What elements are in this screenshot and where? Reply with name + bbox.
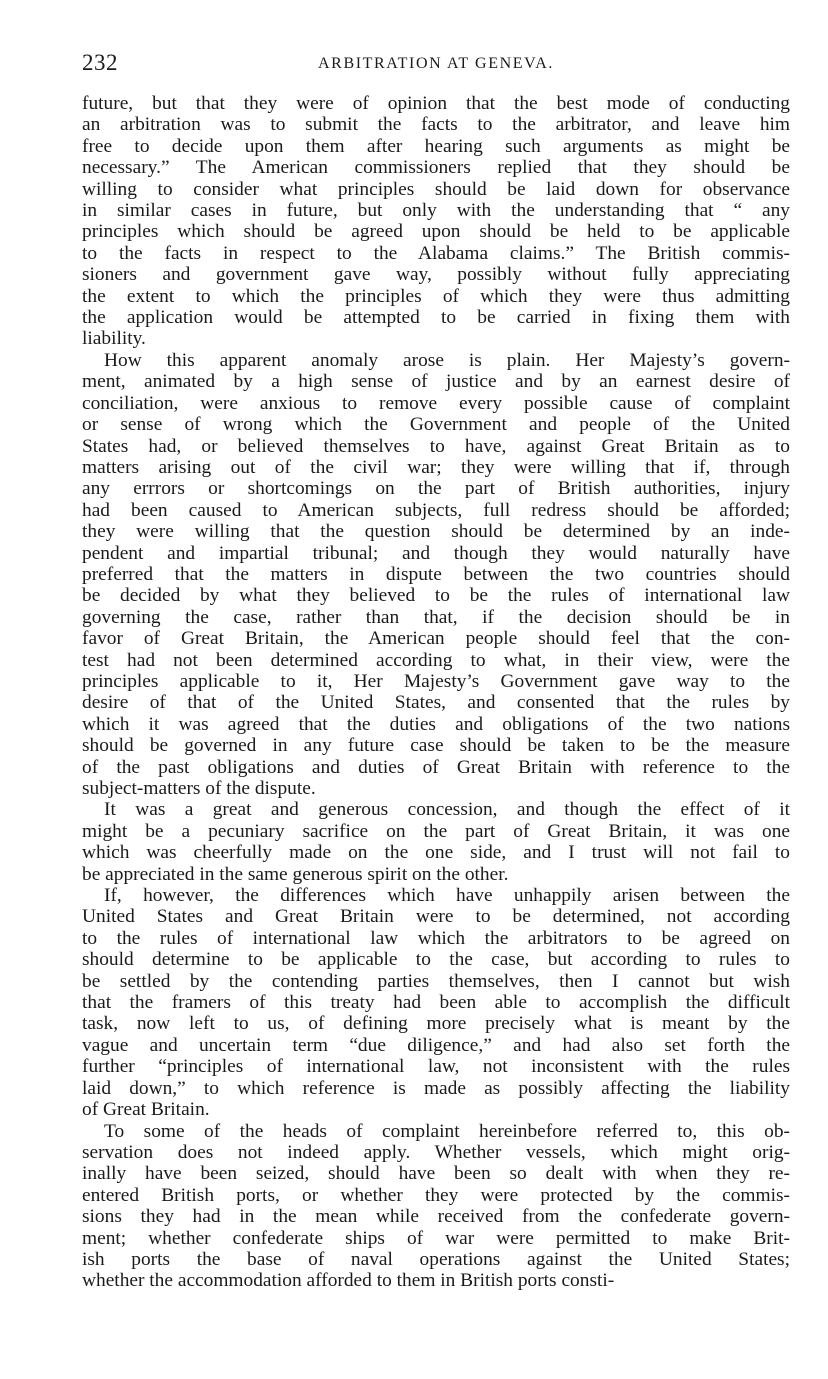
text-line: principles which should be agreed upon should be held to be applicable bbox=[82, 221, 790, 243]
text-line: which it was agreed that the duties and obligations of the two nations bbox=[82, 713, 790, 735]
text-line: subject-matters of the dispute. bbox=[82, 778, 316, 799]
text-line: matters arising out of the civil war; they were willing that if, through bbox=[82, 456, 790, 478]
text-line: be appreciated in the same generous spirit on the other. bbox=[82, 863, 509, 885]
text-line: should determine to be applicable to the case, but according to rules to bbox=[82, 949, 790, 971]
text-line: United States and Great Britain were to be determined, not according bbox=[82, 906, 790, 928]
text-line: ment; whether confederate ships of war were permitted to make Brit- bbox=[82, 1227, 790, 1249]
text-line: liability. bbox=[82, 328, 146, 350]
running-title: ARBITRATION AT GENEVA. bbox=[318, 55, 554, 72]
text-line: the application would be attempted to be carried in fixing them with bbox=[82, 307, 790, 329]
text-line: should be governed in any future case should be taken to be the measure bbox=[82, 735, 790, 757]
text-line: whether the accommodation afforded to them in British ports consti- bbox=[82, 1270, 615, 1292]
text-line: principles applicable to it, Her Majesty’s Government gave way to the bbox=[82, 670, 790, 692]
paragraph bbox=[82, 885, 790, 1120]
paragraph bbox=[82, 350, 790, 800]
text-line: favor of Great Britain, the American people should feel that the con- bbox=[82, 628, 790, 650]
text-line: entered British ports, or whether they were protected by the commis- bbox=[82, 1184, 790, 1206]
page-number: 232 bbox=[82, 50, 118, 75]
text-line: be decided by what they believed to be the rules of international law bbox=[82, 585, 790, 607]
text-line: How this apparent anomaly arose is plain. Her Majesty’s govern- bbox=[104, 349, 790, 371]
text-line: pendent and impartial tribunal; and though they would naturally have bbox=[82, 542, 790, 564]
text-line: or sense of wrong which the Government and people of the United bbox=[82, 414, 790, 436]
text-line: any errrors or shortcomings on the part of British authorities, injury bbox=[82, 478, 790, 500]
text-line: preferred that the matters in dispute between the two countries should bbox=[82, 563, 790, 585]
text-line: ment, animated by a high sense of justice and by an earnest desire of bbox=[82, 371, 790, 393]
text-line: of Great Britain. bbox=[82, 1099, 210, 1121]
text-line: desire of that of the United States, and consented that the rules by bbox=[82, 692, 790, 714]
text-line: willing to consider what principles should be laid down for observance bbox=[82, 178, 790, 200]
text-line: had been caused to American subjects, full redress should be afforded; bbox=[82, 499, 790, 521]
text-line: It was a great and generous concession, and though the effect of it bbox=[104, 799, 790, 821]
text-line: conciliation, were anxious to remove every possible cause of complaint bbox=[82, 392, 790, 414]
text-line: which was cheerfully made on the one side, and I trust will not fail to bbox=[82, 842, 790, 864]
text-line: that the framers of this treaty had been able to accomplish the difficult bbox=[82, 992, 790, 1014]
paragraph bbox=[82, 1121, 790, 1292]
text-line: States had, or believed themselves to have, against Great Britain as to bbox=[82, 435, 790, 457]
text-line: To some of the heads of complaint hereinbefore referred to, this ob- bbox=[104, 1120, 790, 1142]
text-line: servation does not indeed apply. Whether vessels, which might orig- bbox=[82, 1141, 790, 1163]
text-line: to the rules of international law which the arbitrators to be agreed on bbox=[82, 927, 790, 949]
text-line: vague and uncertain term “due diligence,” and had also set forth the bbox=[82, 1034, 790, 1056]
text-line: of the past obligations and duties of Great Britain with reference to the bbox=[82, 756, 790, 778]
text-line: further “principles of international law, not inconsistent with the rules bbox=[82, 1056, 790, 1078]
text-line: governing the case, rather than that, if the decision should be in bbox=[82, 606, 790, 628]
text-line: might be a pecuniary sacrifice on the part of Great Britain, it was one bbox=[82, 820, 790, 842]
text-line: If, however, the differences which have unhappily arisen between the bbox=[104, 885, 790, 907]
text-line: ish ports the base of naval operations against the United States; bbox=[82, 1248, 790, 1270]
text-line: sioners and government gave way, possibly without fully appreciating bbox=[82, 264, 790, 286]
text-line: in similar cases in future, but only with the understanding that “ any bbox=[82, 200, 790, 222]
text-line: inally have been seized, should have been so dealt with when they re- bbox=[82, 1163, 790, 1185]
text-line: the extent to which the principles of which they were thus admitting bbox=[82, 285, 790, 307]
text-line: task, now left to us, of defining more precisely what is meant by the bbox=[82, 1013, 790, 1035]
text-line: necessary.” The American commissioners replied that they should be bbox=[82, 157, 790, 179]
text-line: test had not been determined according to what, in their view, were the bbox=[82, 649, 790, 671]
body-text bbox=[82, 93, 790, 1292]
running-header bbox=[82, 50, 790, 80]
paragraph bbox=[82, 799, 790, 885]
text-line: sions they had in the mean while received from the confederate govern- bbox=[82, 1206, 790, 1228]
text-line: they were willing that the question should be determined by an inde- bbox=[82, 521, 790, 543]
text-line: future, but that they were of opinion that the best mode of conducting bbox=[82, 93, 790, 114]
text-line: to the facts in respect to the Alabama claims.” The British commis- bbox=[82, 242, 790, 264]
text-line: an arbitration was to submit the facts to the arbitrator, and leave him bbox=[82, 114, 790, 136]
text-line: free to decide upon them after hearing such arguments as might be bbox=[82, 135, 790, 157]
text-line: laid down,” to which reference is made as possibly affecting the liability bbox=[82, 1077, 790, 1099]
text-line: be settled by the contending parties themselves, then I cannot but wish bbox=[82, 970, 790, 992]
paragraph bbox=[82, 93, 790, 350]
